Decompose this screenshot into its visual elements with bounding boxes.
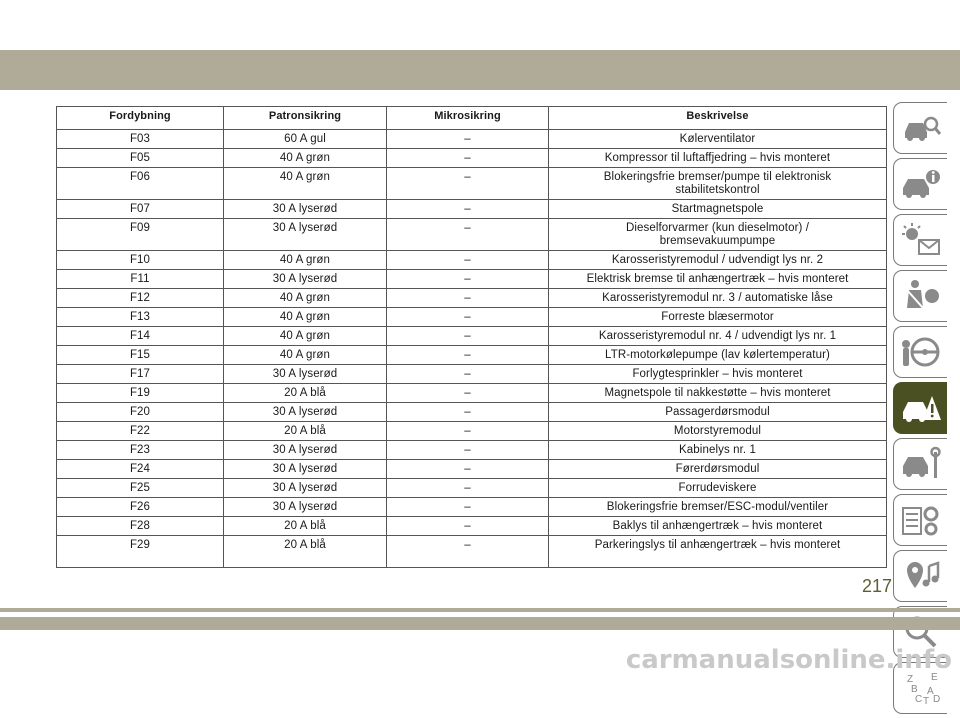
table-row (57, 517, 887, 536)
cell-cavity: F15 (57, 346, 224, 365)
svg-text:T: T (922, 696, 929, 706)
description-line: Elektrisk bremse til anhængertræk – hvis monteret (586, 273, 849, 285)
chapter-tab[interactable] (893, 270, 947, 322)
cell-mini: – (387, 270, 549, 289)
cell-cavity: F11 (57, 270, 224, 289)
svg-text:Z: Z (906, 674, 913, 685)
cell-cartridge: 30 A lyserød (224, 200, 387, 219)
description-line: Kompressor til luftaffjedring – hvis monteret (604, 152, 831, 164)
table-row (57, 130, 887, 149)
description-line: Passagerdørsmodul (665, 406, 770, 418)
cell-cavity: F03 (57, 130, 224, 149)
cell-description (549, 308, 887, 327)
table-header-row (57, 107, 887, 130)
cell-mini: – (387, 460, 549, 479)
cell-mini: – (387, 308, 549, 327)
table-body (57, 130, 887, 568)
cell-mini: – (387, 536, 549, 568)
table-row (57, 251, 887, 270)
svg-text:A: A (926, 686, 934, 697)
seatbelt-airbag-icon (901, 278, 941, 314)
cell-cartridge: 20 A blå (224, 422, 387, 441)
description-line: Kølerventilator (679, 133, 756, 145)
header-description: Beskrivelse (549, 107, 887, 130)
cell-description (549, 289, 887, 308)
cell-description (549, 327, 887, 346)
cell-cavity: F29 (57, 536, 224, 568)
cell-cartridge: 30 A lyserød (224, 498, 387, 517)
header-cavity: Fordybning (57, 107, 224, 130)
cell-description (549, 130, 887, 149)
alphabet-index-icon (901, 670, 941, 706)
table-row (57, 498, 887, 517)
watermark: carmanualsonline.info (625, 645, 952, 675)
cell-mini: – (387, 168, 549, 200)
table-row (57, 536, 887, 568)
cell-description (549, 479, 887, 498)
table-row (57, 479, 887, 498)
cell-mini: – (387, 365, 549, 384)
cell-cavity: F25 (57, 479, 224, 498)
cell-cavity: F14 (57, 327, 224, 346)
cell-cartridge: 40 A grøn (224, 308, 387, 327)
cell-cartridge: 40 A grøn (224, 289, 387, 308)
cell-cavity: F20 (57, 403, 224, 422)
table-row (57, 308, 887, 327)
cell-cavity: F06 (57, 168, 224, 200)
table-row (57, 403, 887, 422)
description-line: Magnetspole til nakkestøtte – hvis monteret (604, 387, 831, 399)
cell-cavity: F22 (57, 422, 224, 441)
cell-mini: – (387, 517, 549, 536)
table-row (57, 200, 887, 219)
cell-description (549, 251, 887, 270)
cell-cavity: F07 (57, 200, 224, 219)
warning-light-envelope-icon (901, 222, 941, 258)
cell-mini: – (387, 251, 549, 270)
description-line: Karosseristyremodul nr. 4 / udvendigt lys nr. 1 (598, 330, 837, 342)
table-row (57, 270, 887, 289)
description-line: bremsevakuumpumpe (659, 235, 776, 247)
chapter-tab[interactable] (893, 438, 947, 490)
cell-description (549, 517, 887, 536)
cell-mini: – (387, 441, 549, 460)
chapter-tab[interactable] (893, 326, 947, 378)
chapter-tab[interactable] (893, 550, 947, 602)
car-info-icon (901, 166, 941, 202)
cell-cartridge: 40 A grøn (224, 346, 387, 365)
cell-description (549, 460, 887, 479)
cell-mini: – (387, 289, 549, 308)
table-row (57, 346, 887, 365)
cell-cartridge: 20 A blå (224, 384, 387, 403)
description-line: Forlygtesprinkler – hvis monteret (632, 368, 803, 380)
car-magnifier-icon (901, 110, 941, 146)
cell-description (549, 219, 887, 251)
description-line: Parkeringslys til anhængertræk – hvis monteret (594, 539, 841, 551)
table-row (57, 168, 887, 200)
description-line: Førerdørsmodul (675, 463, 760, 475)
description-line: Dieselforvarmer (kun dieselmotor) / (625, 222, 810, 234)
cell-cartridge: 30 A lyserød (224, 479, 387, 498)
cell-cavity: F05 (57, 149, 224, 168)
bottom-decorative-band (0, 617, 960, 630)
cell-description (549, 498, 887, 517)
bottom-decorative-line (0, 608, 960, 612)
cell-mini: – (387, 219, 549, 251)
table-row (57, 422, 887, 441)
cell-cavity: F17 (57, 365, 224, 384)
cell-cavity: F13 (57, 308, 224, 327)
cell-mini: – (387, 130, 549, 149)
svg-text:C: C (914, 694, 922, 705)
top-decorative-band (0, 50, 960, 90)
svg-text:B: B (910, 684, 918, 695)
header-mini: Mikrosikring (387, 107, 549, 130)
cell-cartridge: 30 A lyserød (224, 441, 387, 460)
description-line: Baklys til anhængertræk – hvis monteret (612, 520, 823, 532)
cell-description (549, 168, 887, 200)
cell-description (549, 536, 887, 568)
cell-cavity: F09 (57, 219, 224, 251)
description-line: Blokeringsfrie bremser/ESC-modul/ventiler (606, 501, 829, 513)
cell-cartridge: 30 A lyserød (224, 365, 387, 384)
chapter-tab[interactable] (893, 102, 947, 154)
fuse-table (56, 106, 887, 568)
description-line: Forrudeviskere (678, 482, 757, 494)
cell-description (549, 149, 887, 168)
steering-wheel-key-icon (901, 334, 941, 370)
cell-cartridge: 40 A grøn (224, 327, 387, 346)
cell-mini: – (387, 200, 549, 219)
description-line: Forreste blæsermotor (661, 311, 774, 323)
svg-text:E: E (930, 672, 938, 683)
cell-cavity: F24 (57, 460, 224, 479)
cell-cartridge: 60 A gul (224, 130, 387, 149)
cell-description (549, 365, 887, 384)
cell-cavity: F23 (57, 441, 224, 460)
table-row (57, 441, 887, 460)
cell-cavity: F26 (57, 498, 224, 517)
table-row (57, 289, 887, 308)
description-line: Karosseristyremodul nr. 3 / automatiske låse (602, 292, 833, 304)
table-row (57, 365, 887, 384)
cell-cartridge: 30 A lyserød (224, 270, 387, 289)
cell-description (549, 384, 887, 403)
header-cartridge: Patronsikring (224, 107, 387, 130)
description-line: Motorstyremodul (673, 425, 762, 437)
table-row (57, 460, 887, 479)
cell-cavity: F28 (57, 517, 224, 536)
cell-description (549, 441, 887, 460)
svg-text:D: D (932, 694, 940, 705)
cell-mini: – (387, 149, 549, 168)
description-line: Blokeringsfrie bremser/pumpe til elektronisk (603, 171, 832, 183)
cell-cartridge: 40 A grøn (224, 168, 387, 200)
table-row (57, 149, 887, 168)
chapter-tab[interactable] (893, 382, 947, 434)
cell-cartridge: 30 A lyserød (224, 460, 387, 479)
description-line: stabilitetskontrol (675, 184, 760, 196)
description-line: LTR-motorkølepumpe (lav kølertemperatur) (605, 349, 830, 361)
cell-cavity: F19 (57, 384, 224, 403)
car-hazard-icon (901, 390, 941, 426)
chapter-tab[interactable] (893, 494, 947, 546)
cell-mini: – (387, 498, 549, 517)
cell-mini: – (387, 327, 549, 346)
table-row (57, 327, 887, 346)
cell-mini: – (387, 479, 549, 498)
cell-description (549, 346, 887, 365)
cell-cartridge: 30 A lyserød (224, 219, 387, 251)
cell-description (549, 270, 887, 289)
list-gears-icon (901, 502, 941, 538)
cell-cartridge: 40 A grøn (224, 149, 387, 168)
cell-cartridge: 40 A grøn (224, 251, 387, 270)
description-line: Kabinelys nr. 1 (679, 444, 756, 456)
cell-description (549, 422, 887, 441)
chapter-tab[interactable] (893, 214, 947, 266)
table-row (57, 384, 887, 403)
description-line: Startmagnetspole (671, 203, 764, 215)
cell-cartridge: 30 A lyserød (224, 403, 387, 422)
cell-mini: – (387, 403, 549, 422)
cell-cartridge: 20 A blå (224, 536, 387, 568)
cell-cartridge: 20 A blå (224, 517, 387, 536)
cell-cavity: F12 (57, 289, 224, 308)
cell-mini: – (387, 346, 549, 365)
cell-mini: – (387, 384, 549, 403)
table-row (57, 219, 887, 251)
car-wrench-icon (901, 446, 941, 482)
description-line: Karosseristyremodul / udvendigt lys nr. 2 (611, 254, 824, 266)
cell-description (549, 403, 887, 422)
cell-description (549, 200, 887, 219)
page-number: 217 (861, 576, 892, 596)
cell-mini: – (387, 422, 549, 441)
cell-cavity: F10 (57, 251, 224, 270)
chapter-tab[interactable] (893, 158, 947, 210)
media-navigation-icon (901, 558, 941, 594)
